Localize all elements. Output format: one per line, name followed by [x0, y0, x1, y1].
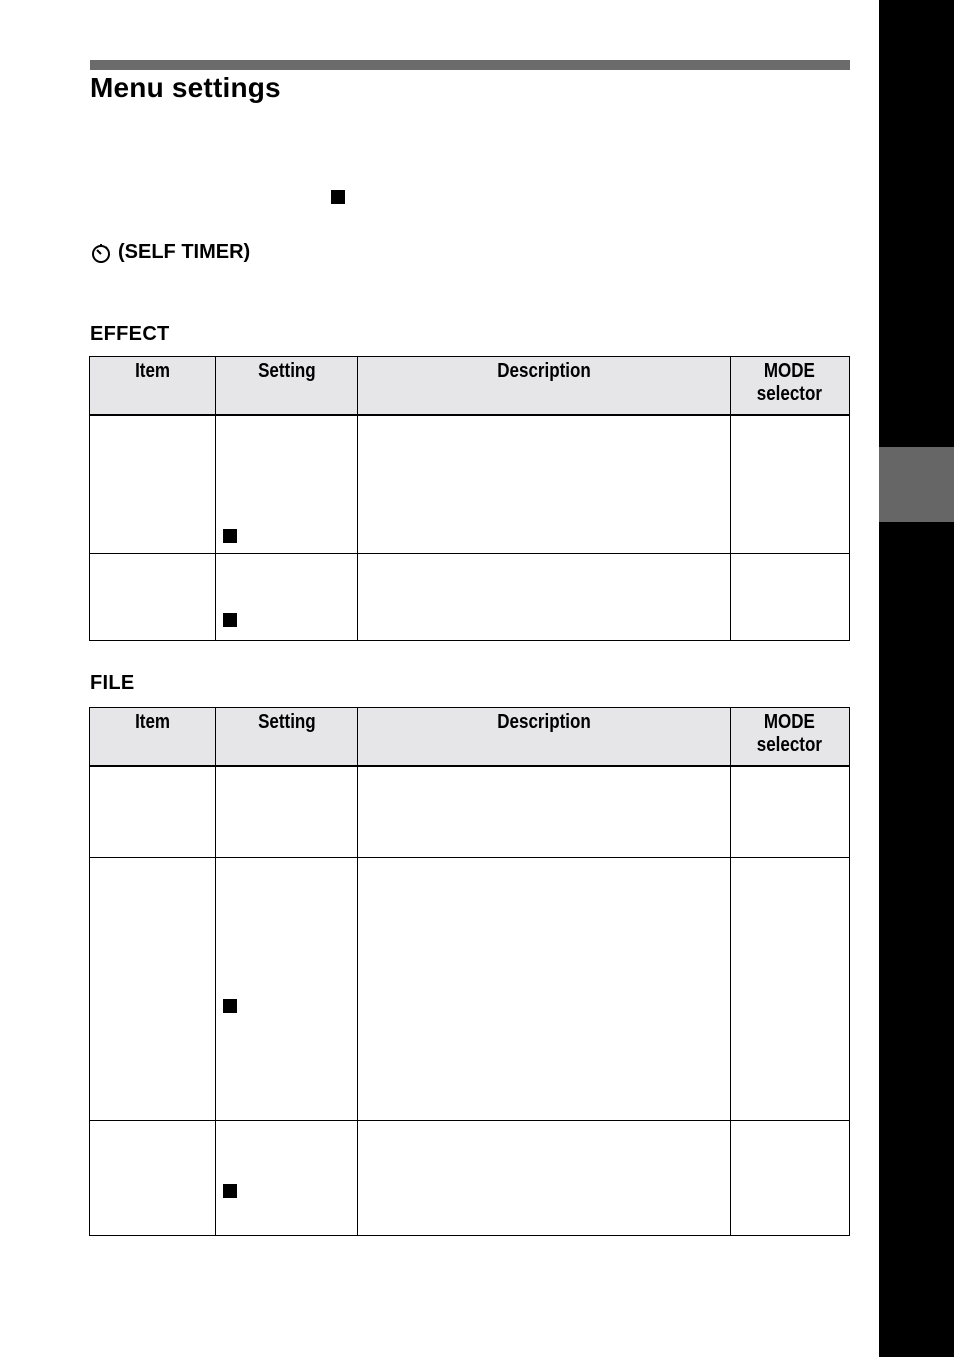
header-setting: Setting — [216, 357, 358, 415]
cell-item — [90, 554, 216, 641]
cell-mode — [730, 415, 850, 554]
table-row — [90, 766, 850, 858]
cell-description — [358, 858, 730, 1121]
header-setting: Setting — [216, 708, 358, 766]
cell-description — [358, 1121, 730, 1236]
default-setting-marker-icon — [223, 529, 237, 543]
chapter-tab — [879, 447, 954, 522]
self-timer-heading — [90, 241, 250, 264]
cell-mode — [730, 1121, 850, 1236]
header-description: Description — [358, 708, 730, 766]
file-table — [89, 707, 850, 1236]
page-title: Menu settings — [90, 72, 281, 103]
header-item: Item — [90, 357, 216, 415]
default-setting-marker-icon — [331, 190, 345, 204]
cell-description — [358, 554, 730, 641]
cell-mode — [730, 554, 850, 641]
cell-mode — [730, 858, 850, 1121]
self-timer-label: (SELF TIMER) — [118, 241, 251, 263]
table-row — [90, 858, 850, 1121]
section-label-file: FILE — [90, 672, 135, 694]
default-setting-marker-icon — [223, 999, 237, 1013]
cell-item — [90, 1121, 216, 1236]
cell-setting — [216, 554, 358, 641]
effect-table — [89, 356, 850, 641]
side-edge-bar — [879, 0, 954, 1357]
cell-item — [90, 766, 216, 858]
table-row — [90, 415, 850, 554]
cell-mode — [730, 766, 850, 858]
header-item: Item — [90, 708, 216, 766]
header-mode-selector: MODE selector — [730, 708, 850, 766]
self-timer-icon — [90, 242, 112, 264]
cell-description — [358, 766, 730, 858]
header-mode-selector: MODE selector — [730, 357, 850, 415]
table-row — [90, 554, 850, 641]
cell-setting — [216, 858, 358, 1121]
cell-item — [90, 858, 216, 1121]
header-description: Description — [358, 357, 730, 415]
cell-setting — [216, 415, 358, 554]
default-setting-marker-icon — [223, 1184, 237, 1198]
section-label-effect: EFFECT — [90, 323, 170, 345]
table-row — [90, 1121, 850, 1236]
default-setting-marker-icon — [223, 613, 237, 627]
cell-description — [358, 415, 730, 554]
title-rule — [90, 60, 850, 70]
cell-setting — [216, 1121, 358, 1236]
cell-setting — [216, 766, 358, 858]
cell-item — [90, 415, 216, 554]
